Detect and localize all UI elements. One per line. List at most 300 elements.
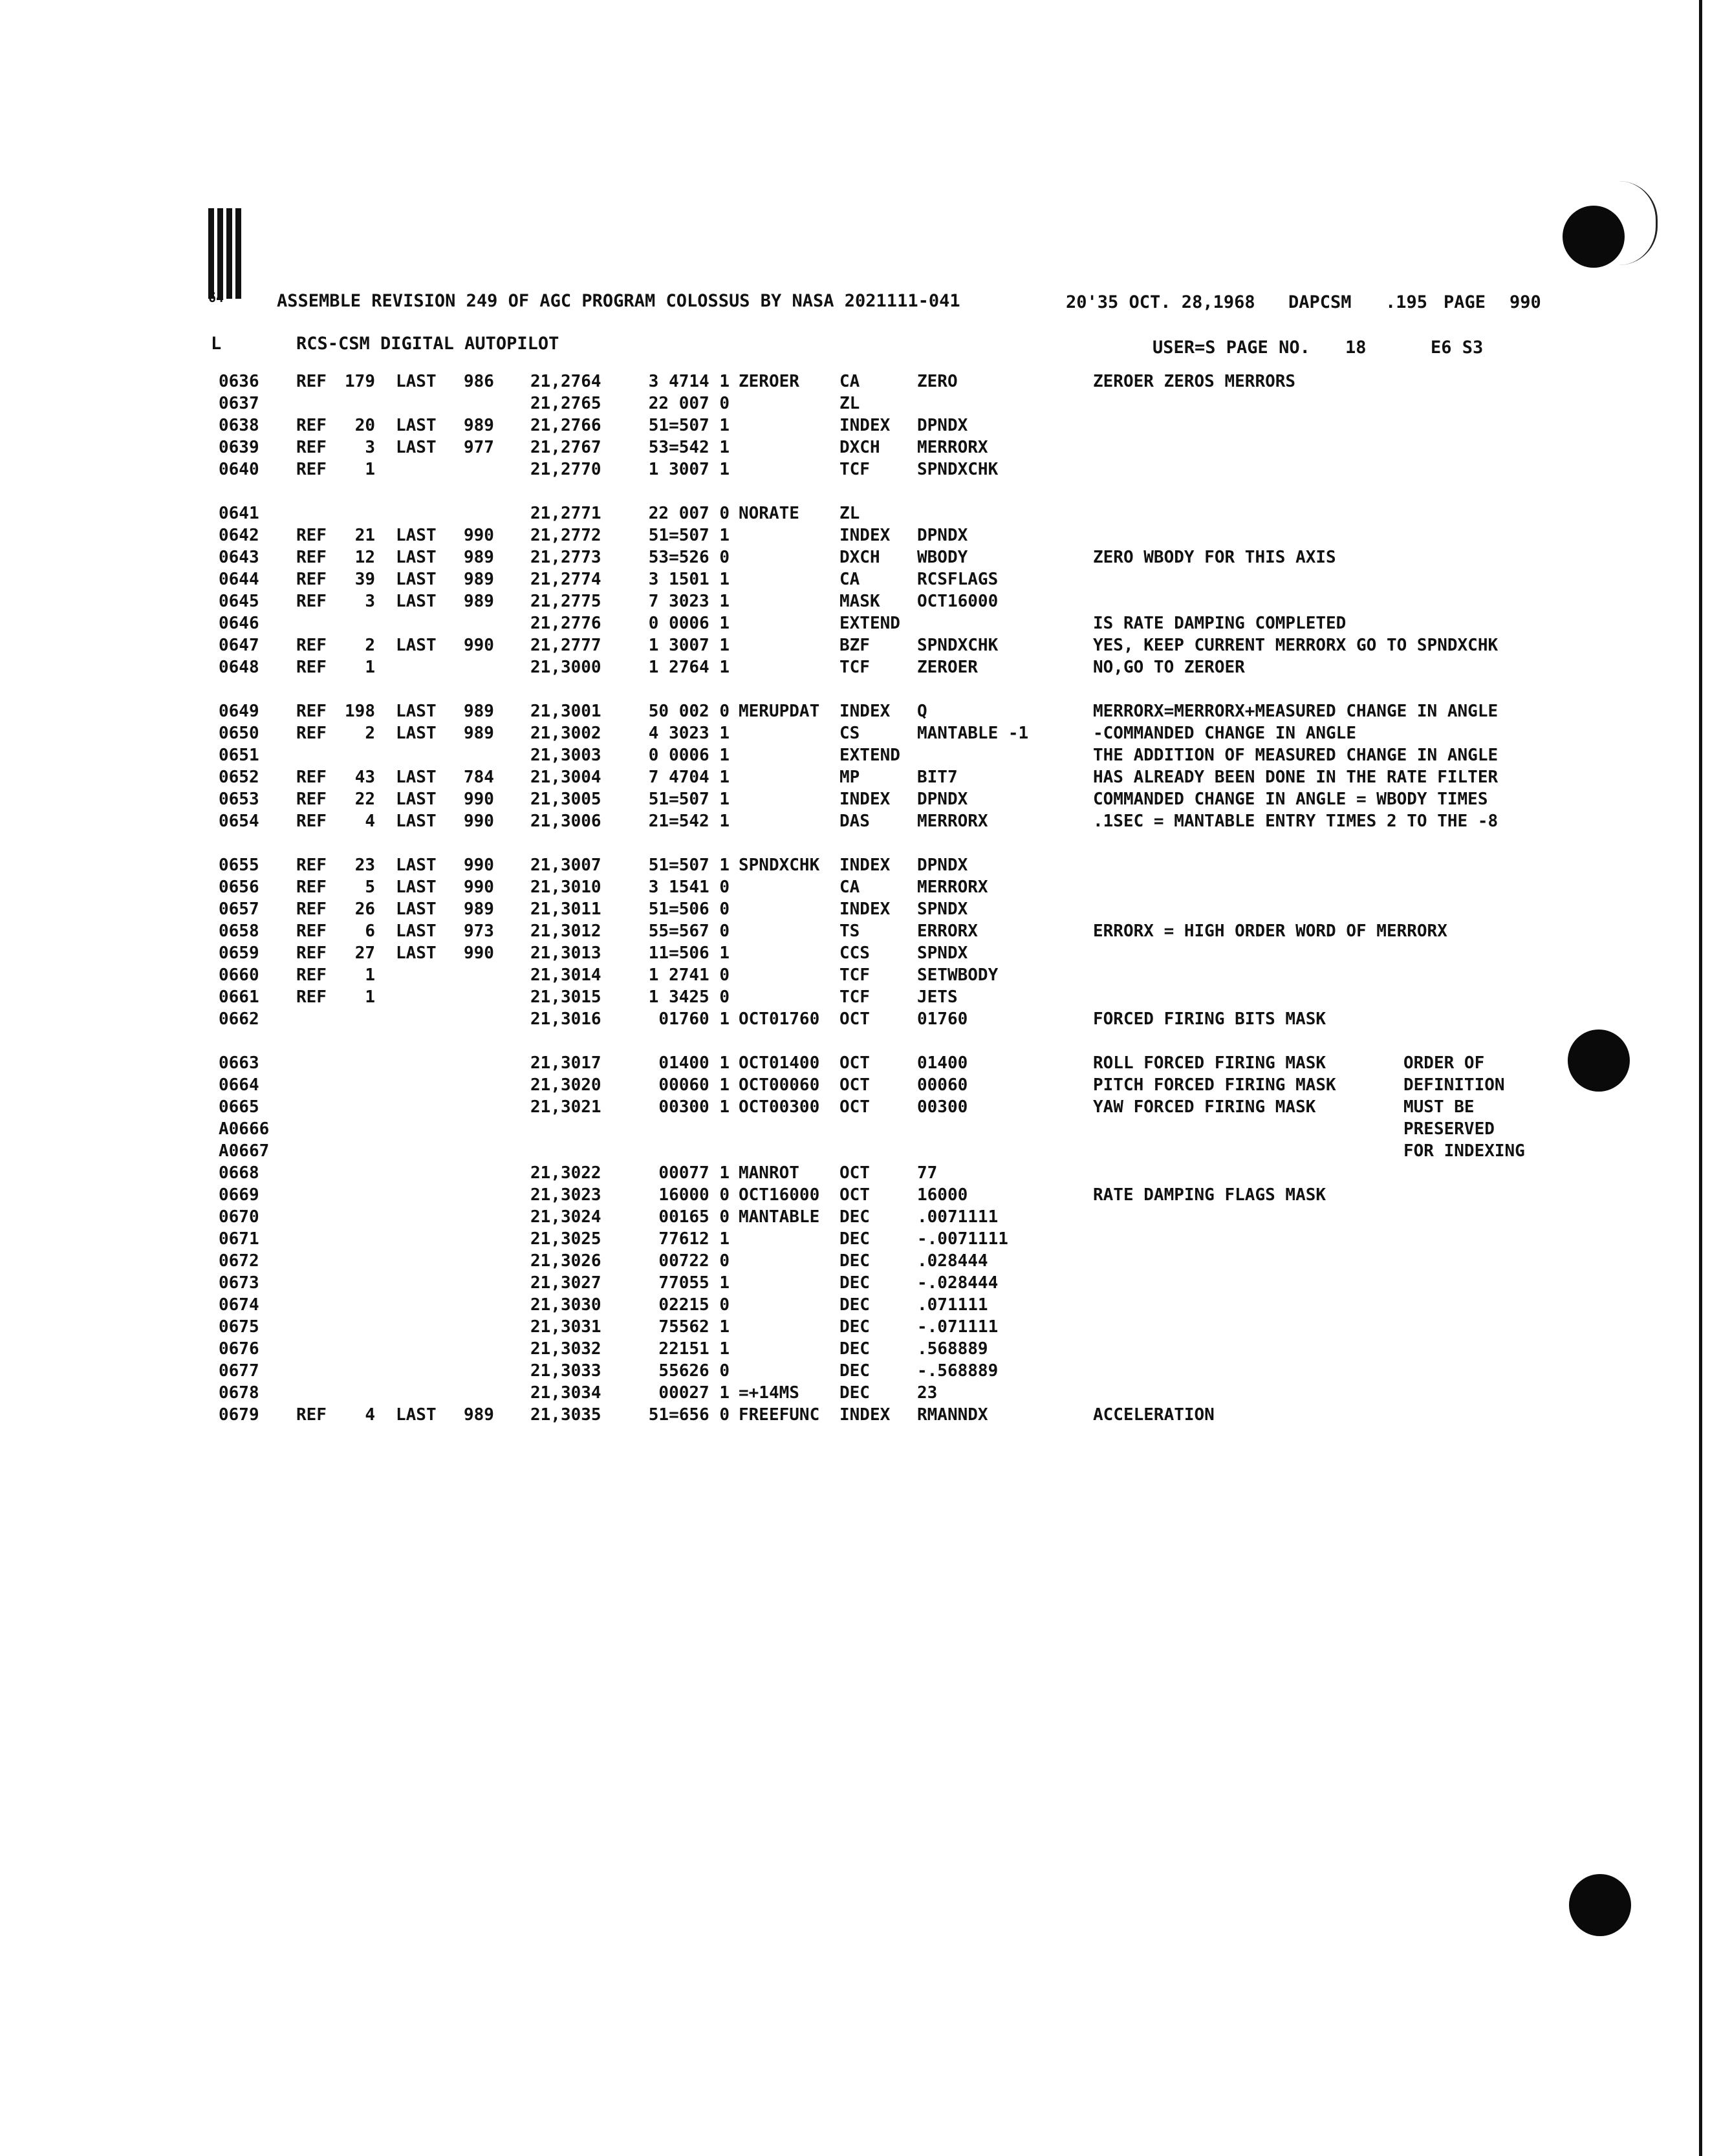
side-comment: DEFINITION — [1403, 1075, 1505, 1095]
ref-tag: REF — [296, 526, 327, 545]
opcode: INDEX — [839, 900, 891, 919]
symbol-label: OCT00300 — [739, 1097, 820, 1117]
operand: .568889 — [917, 1339, 988, 1359]
opcode: DEC — [839, 1383, 870, 1403]
operand: OCT16000 — [917, 592, 999, 611]
last-tag: LAST — [396, 526, 437, 545]
symbol-label: =+14MS — [739, 1383, 799, 1403]
comment: RATE DAMPING FLAGS MASK — [1093, 1185, 1326, 1205]
comment: ZEROER ZEROS MERRORS — [1093, 372, 1296, 391]
operand: MANTABLE -1 — [917, 724, 1029, 743]
line-number: 0639 — [219, 438, 259, 457]
operand: ZERO — [917, 372, 958, 391]
line-number: 0647 — [219, 636, 259, 655]
listing-row — [0, 1163, 1710, 1185]
last-page: 989 — [464, 416, 494, 435]
line-number: 0637 — [219, 394, 259, 413]
side-comment: ORDER OF — [1403, 1053, 1485, 1073]
punch-hole-top — [1563, 206, 1625, 268]
line-number: 0649 — [219, 702, 259, 721]
ref-tag: REF — [296, 768, 327, 787]
address: 21,2770 — [530, 460, 601, 479]
last-page: 989 — [464, 570, 494, 589]
ref-tag: REF — [296, 856, 327, 875]
address: 21,3020 — [530, 1075, 601, 1095]
address: 21,3032 — [530, 1339, 601, 1359]
address: 21,3012 — [530, 922, 601, 941]
ref-tag: REF — [296, 878, 327, 897]
address: 21,3011 — [530, 900, 601, 919]
listing-row — [0, 1097, 1710, 1119]
side-comment: FOR INDEXING — [1403, 1141, 1525, 1161]
octal-data: 02215 0 — [658, 1295, 730, 1315]
line-number: 0638 — [219, 416, 259, 435]
users-page-label: USER=S PAGE NO. — [1153, 338, 1310, 358]
opcode: TS — [839, 922, 860, 941]
octal-data: 51=656 0 — [648, 1405, 730, 1425]
listing-row — [0, 1053, 1710, 1075]
listing-row — [0, 856, 1710, 878]
listing-row — [0, 1207, 1710, 1229]
operand: -.071111 — [917, 1317, 999, 1337]
octal-data: 51=507 1 — [648, 526, 730, 545]
listing-row — [0, 878, 1710, 900]
operand: -.0071111 — [917, 1229, 1008, 1249]
opcode: DEC — [839, 1339, 870, 1359]
opcode: DEC — [839, 1251, 870, 1271]
octal-data: 77055 1 — [658, 1273, 730, 1293]
opcode: DEC — [839, 1295, 870, 1315]
listing-row — [0, 548, 1710, 570]
opcode: DEC — [839, 1273, 870, 1293]
operand: 23 — [917, 1383, 938, 1403]
operand: BIT7 — [917, 768, 958, 787]
symbol-label: MANROT — [739, 1163, 799, 1183]
line-number: 0656 — [219, 878, 259, 897]
listing-row — [0, 922, 1710, 943]
octal-data: 1 3007 1 — [648, 636, 730, 655]
opcode: MASK — [839, 592, 880, 611]
address: 21,3022 — [530, 1163, 601, 1183]
opcode: DXCH — [839, 438, 880, 457]
last-page: 990 — [464, 856, 494, 875]
last-page: 784 — [464, 768, 494, 787]
last-page: 989 — [464, 724, 494, 743]
opcode: CCS — [839, 943, 870, 963]
last-tag: LAST — [396, 790, 437, 809]
last-tag: LAST — [396, 856, 437, 875]
listing-row — [0, 900, 1710, 922]
address: 21,2776 — [530, 614, 601, 633]
ref-tag: REF — [296, 965, 327, 985]
opcode: OCT — [839, 1053, 870, 1073]
octal-data: 55626 0 — [658, 1361, 730, 1381]
last-page: 989 — [464, 900, 494, 919]
barcode-icon — [208, 208, 247, 299]
line-number: 0653 — [219, 790, 259, 809]
ref-count: 4 — [365, 1405, 375, 1425]
opcode: ZL — [839, 504, 860, 523]
listing-row — [0, 1361, 1710, 1383]
listing-row — [0, 1229, 1710, 1251]
address: 21,3003 — [530, 746, 601, 765]
last-tag: LAST — [396, 570, 437, 589]
address: 21,3004 — [530, 768, 601, 787]
line-number: 0669 — [219, 1185, 259, 1205]
operand: DPNDX — [917, 790, 968, 809]
listing-row — [0, 1075, 1710, 1097]
header-title: ASSEMBLE REVISION 249 OF AGC PROGRAM COLOSSUS BY NASA 2021111-041 — [277, 291, 960, 311]
address: 21,3001 — [530, 702, 601, 721]
ref-count: 3 — [365, 438, 375, 457]
comment: YAW FORCED FIRING MASK — [1093, 1097, 1316, 1117]
comment: MERRORX=MERRORX+MEASURED CHANGE IN ANGLE — [1093, 702, 1499, 721]
ref-count: 20 — [354, 416, 375, 435]
address: 21,3010 — [530, 878, 601, 897]
opcode: OCT — [839, 1185, 870, 1205]
opcode: INDEX — [839, 1405, 891, 1425]
ref-tag: REF — [296, 1405, 327, 1425]
operand: 01760 — [917, 1009, 968, 1029]
line-number: 0650 — [219, 724, 259, 743]
ref-tag: REF — [296, 570, 327, 589]
opcode: EXTEND — [839, 614, 900, 633]
symbol-label: OCT01400 — [739, 1053, 820, 1073]
listing-row — [0, 1251, 1710, 1273]
operand: ERRORX — [917, 922, 978, 941]
last-tag: LAST — [396, 1405, 437, 1425]
operand: .0071111 — [917, 1207, 999, 1227]
line-number: 0655 — [219, 856, 259, 875]
operand: 16000 — [917, 1185, 968, 1205]
address: 21,2775 — [530, 592, 601, 611]
line-number: 0661 — [219, 987, 259, 1007]
address: 21,3007 — [530, 856, 601, 875]
operand: .071111 — [917, 1295, 988, 1315]
octal-data: 7 4704 1 — [648, 768, 730, 787]
opcode: CA — [839, 372, 860, 391]
address: 21,3025 — [530, 1229, 601, 1249]
octal-data: 1 3425 0 — [648, 987, 730, 1007]
octal-data: 1 3007 1 — [648, 460, 730, 479]
header-page-number: 990 — [1510, 292, 1541, 312]
listing-row — [0, 614, 1710, 636]
last-tag: LAST — [396, 636, 437, 655]
opcode: TCF — [839, 460, 870, 479]
opcode: DEC — [839, 1317, 870, 1337]
listing-row — [0, 504, 1710, 526]
address: 21,2774 — [530, 570, 601, 589]
address: 21,3017 — [530, 1053, 601, 1073]
comment: HAS ALREADY BEEN DONE IN THE RATE FILTER — [1093, 768, 1499, 787]
last-tag: LAST — [396, 943, 437, 963]
ref-count: 2 — [365, 724, 375, 743]
octal-data: 22 007 0 — [648, 504, 730, 523]
listing-row — [0, 1339, 1710, 1361]
last-tag: LAST — [396, 900, 437, 919]
opcode: TCF — [839, 658, 870, 677]
users-page-number: 18 — [1345, 338, 1367, 358]
operand: SETWBODY — [917, 965, 999, 985]
opcode: INDEX — [839, 526, 891, 545]
ref-tag: REF — [296, 702, 327, 721]
address: 21,3031 — [530, 1317, 601, 1337]
octal-data: 21=542 1 — [648, 812, 730, 831]
address: 21,3027 — [530, 1273, 601, 1293]
operand: DPNDX — [917, 416, 968, 435]
last-page: 990 — [464, 878, 494, 897]
line-number: 0646 — [219, 614, 259, 633]
ref-tag: REF — [296, 922, 327, 941]
octal-data: 3 4714 1 — [648, 372, 730, 391]
line-number: 0640 — [219, 460, 259, 479]
ref-count: 2 — [365, 636, 375, 655]
ref-count: 4 — [365, 812, 375, 831]
listing-row — [0, 1317, 1710, 1339]
address: 21,3006 — [530, 812, 601, 831]
comment: .1SEC = MANTABLE ENTRY TIMES 2 TO THE -8 — [1093, 812, 1499, 831]
section-title: RCS-CSM DIGITAL AUTOPILOT — [296, 334, 559, 354]
last-page: 990 — [464, 943, 494, 963]
opcode: OCT — [839, 1075, 870, 1095]
address: 21,3021 — [530, 1097, 601, 1117]
line-number: 0643 — [219, 548, 259, 567]
listing-row — [0, 987, 1710, 1009]
symbol-label: MANTABLE — [739, 1207, 820, 1227]
opcode: BZF — [839, 636, 870, 655]
opcode: INDEX — [839, 856, 891, 875]
octal-data: 7 3023 1 — [648, 592, 730, 611]
octal-data: 00722 0 — [658, 1251, 730, 1271]
ref-count: 1 — [365, 965, 375, 985]
opcode: DEC — [839, 1207, 870, 1227]
octal-data: 77612 1 — [658, 1229, 730, 1249]
listing-row — [0, 570, 1710, 592]
listing-row — [0, 943, 1710, 965]
ref-tag: REF — [296, 372, 327, 391]
header-mark: 64 — [208, 290, 224, 305]
address: 21,3013 — [530, 943, 601, 963]
octal-data: 01400 1 — [658, 1053, 730, 1073]
line-number: 0678 — [219, 1383, 259, 1403]
ref-count: 179 — [345, 372, 375, 391]
ref-count: 1 — [365, 658, 375, 677]
opcode: OCT — [839, 1097, 870, 1117]
side-comment: MUST BE — [1403, 1097, 1475, 1117]
symbol-label: MERUPDAT — [739, 702, 820, 721]
ref-count: 22 — [354, 790, 375, 809]
address: 21,2777 — [530, 636, 601, 655]
symbol-label: SPNDXCHK — [739, 856, 820, 875]
last-page: 986 — [464, 372, 494, 391]
line-number: 0648 — [219, 658, 259, 677]
listing-row — [0, 372, 1710, 394]
opcode: INDEX — [839, 416, 891, 435]
octal-data: 53=542 1 — [648, 438, 730, 457]
listing-row — [0, 790, 1710, 812]
address: 21,2765 — [530, 394, 601, 413]
address: 21,3030 — [530, 1295, 601, 1315]
last-tag: LAST — [396, 548, 437, 567]
octal-data: 00300 1 — [658, 1097, 730, 1117]
line-number: 0664 — [219, 1075, 259, 1095]
operand: .028444 — [917, 1251, 988, 1271]
octal-data: 00077 1 — [658, 1163, 730, 1183]
listing-row — [0, 658, 1710, 680]
ref-tag: REF — [296, 416, 327, 435]
line-number: 0676 — [219, 1339, 259, 1359]
operand: JETS — [917, 987, 958, 1007]
operand: WBODY — [917, 548, 968, 567]
line-number: 0654 — [219, 812, 259, 831]
ref-count: 12 — [354, 548, 375, 567]
line-number: 0660 — [219, 965, 259, 985]
address: 21,3034 — [530, 1383, 601, 1403]
octal-data: 51=507 1 — [648, 790, 730, 809]
ref-count: 26 — [354, 900, 375, 919]
octal-data: 00060 1 — [658, 1075, 730, 1095]
operand: SPNDXCHK — [917, 636, 999, 655]
opcode: TCF — [839, 987, 870, 1007]
address: 21,3015 — [530, 987, 601, 1007]
opcode: DEC — [839, 1229, 870, 1249]
line-number: 0644 — [219, 570, 259, 589]
octal-data: 0 0006 1 — [648, 614, 730, 633]
symbol-label: OCT00060 — [739, 1075, 820, 1095]
opcode: CS — [839, 724, 860, 743]
octal-data: 01760 1 — [658, 1009, 730, 1029]
octal-data: 3 1501 1 — [648, 570, 730, 589]
ref-count: 23 — [354, 856, 375, 875]
opcode: CA — [839, 570, 860, 589]
opcode: MP — [839, 768, 860, 787]
line-number: 0659 — [219, 943, 259, 963]
opcode: EXTEND — [839, 746, 900, 765]
line-number: A0666 — [219, 1119, 270, 1139]
line-number: 0675 — [219, 1317, 259, 1337]
last-tag: LAST — [396, 922, 437, 941]
listing-row — [0, 1119, 1710, 1141]
octal-data: 1 2764 1 — [648, 658, 730, 677]
opcode: OCT — [839, 1009, 870, 1029]
octal-data: 4 3023 1 — [648, 724, 730, 743]
ref-tag: REF — [296, 943, 327, 963]
ref-tag: REF — [296, 987, 327, 1007]
subheader-tag: E6 S3 — [1431, 338, 1484, 358]
last-tag: LAST — [396, 416, 437, 435]
operand: ZEROER — [917, 658, 978, 677]
symbol-label: OCT16000 — [739, 1185, 820, 1205]
address: 21,3026 — [530, 1251, 601, 1271]
comment: NO,GO TO ZEROER — [1093, 658, 1245, 677]
octal-data: 3 1541 0 — [648, 878, 730, 897]
ref-count: 21 — [354, 526, 375, 545]
operand: 77 — [917, 1163, 938, 1183]
opcode: DAS — [839, 812, 870, 831]
line-number: 0668 — [219, 1163, 259, 1183]
ref-count: 1 — [365, 460, 375, 479]
listing-row — [0, 394, 1710, 416]
listing-row — [0, 592, 1710, 614]
comment: ZERO WBODY FOR THIS AXIS — [1093, 548, 1336, 567]
listing-row — [0, 1273, 1710, 1295]
line-number: 0673 — [219, 1273, 259, 1293]
ref-tag: REF — [296, 724, 327, 743]
comment: COMMANDED CHANGE IN ANGLE = WBODY TIMES — [1093, 790, 1488, 809]
octal-data: 75562 1 — [658, 1317, 730, 1337]
listing-row — [0, 526, 1710, 548]
line-number: 0662 — [219, 1009, 259, 1029]
ref-tag: REF — [296, 636, 327, 655]
ref-tag: REF — [296, 658, 327, 677]
operand: DPNDX — [917, 856, 968, 875]
last-page: 973 — [464, 922, 494, 941]
operand: RMANNDX — [917, 1405, 988, 1425]
octal-data: 55=567 0 — [648, 922, 730, 941]
operand: 01400 — [917, 1053, 968, 1073]
opcode: DEC — [839, 1361, 870, 1381]
operand: SPNDXCHK — [917, 460, 999, 479]
header-label: DAPCSM — [1288, 292, 1352, 312]
listing-row — [0, 1141, 1710, 1163]
listing-row — [0, 965, 1710, 987]
address: 21,3002 — [530, 724, 601, 743]
operand: MERRORX — [917, 438, 988, 457]
line-number: 0670 — [219, 1207, 259, 1227]
opcode: OCT — [839, 1163, 870, 1183]
opcode: INDEX — [839, 702, 891, 721]
line-number: 0636 — [219, 372, 259, 391]
address: 21,3005 — [530, 790, 601, 809]
symbol-label: NORATE — [739, 504, 799, 523]
comment: -COMMANDED CHANGE IN ANGLE — [1093, 724, 1356, 743]
ref-count: 43 — [354, 768, 375, 787]
listing-row — [0, 460, 1710, 482]
ref-tag: REF — [296, 900, 327, 919]
operand: SPNDX — [917, 943, 968, 963]
opcode: INDEX — [839, 790, 891, 809]
last-tag: LAST — [396, 592, 437, 611]
comment: YES, KEEP CURRENT MERRORX GO TO SPNDXCHK — [1093, 636, 1499, 655]
operand: -.568889 — [917, 1361, 999, 1381]
operand: -.028444 — [917, 1273, 999, 1293]
octal-data: 0 0006 1 — [648, 746, 730, 765]
comment: IS RATE DAMPING COMPLETED — [1093, 614, 1347, 633]
ref-tag: REF — [296, 438, 327, 457]
ref-count: 27 — [354, 943, 375, 963]
header-code: .195 — [1385, 292, 1428, 312]
last-tag: LAST — [396, 438, 437, 457]
address: 21,3024 — [530, 1207, 601, 1227]
listing-row — [0, 724, 1710, 746]
address: 21,2766 — [530, 416, 601, 435]
punch-hole-bottom — [1569, 1874, 1631, 1936]
address: 21,3000 — [530, 658, 601, 677]
last-tag: LAST — [396, 878, 437, 897]
opcode: TCF — [839, 965, 870, 985]
line-number: 0642 — [219, 526, 259, 545]
last-page: 990 — [464, 636, 494, 655]
operand: 00300 — [917, 1097, 968, 1117]
listing-row — [0, 438, 1710, 460]
operand: SPNDX — [917, 900, 968, 919]
line-number: 0641 — [219, 504, 259, 523]
line-number: 0663 — [219, 1053, 259, 1073]
ref-tag: REF — [296, 812, 327, 831]
listing-row — [0, 812, 1710, 834]
listing-row — [0, 1009, 1710, 1031]
listing-row — [0, 746, 1710, 768]
